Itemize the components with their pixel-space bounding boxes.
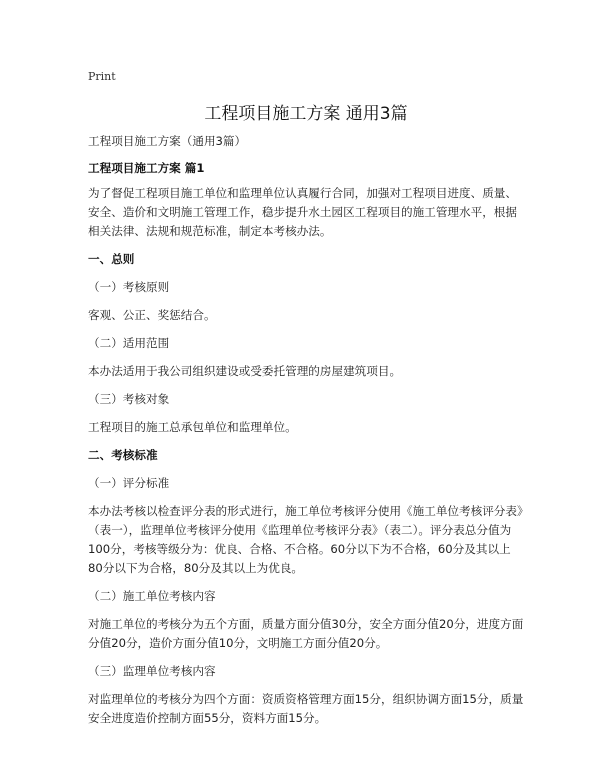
intro-paragraph: 为了督促工程项目施工单位和监理单位认真履行合同，加强对工程项目进度、质量、安全、造价和文明施工管理工作，稳步提升水土园区工程项目的施工管理水平，根据相关法律、法规和规范标准，制定本考核办法。	[88, 186, 517, 238]
print-link[interactable]: Print	[88, 70, 116, 83]
paragraph-supervisor: 对监理单位的考核分为四个方面：资质资格管理方面15分，组织协调方面15分，质量安全进度造价控制方面55分，资料方面15分。	[88, 692, 524, 725]
subheading-target: （三）考核对象	[88, 392, 170, 406]
paragraph-principle: 客观、公正、奖惩结合。	[88, 308, 216, 322]
paragraph-scope: 本办法适用于我公司组织建设或受委托管理的房屋建筑项目。	[88, 364, 402, 378]
section-heading-part1: 工程项目施工方案 篇1	[88, 161, 205, 175]
document-subtitle: 工程项目施工方案（通用3篇）	[88, 134, 247, 148]
document-body	[88, 132, 524, 728]
paragraph-contractor: 对施工单位的考核分为五个方面，质量方面分值30分，安全方面分值20分，进度方面分值20分，造价方面分值10分，文明施工方面分值20分。	[88, 617, 524, 650]
subheading-contractor: （二）施工单位考核内容	[88, 589, 216, 603]
subheading-scoring: （一）评分标准	[88, 476, 170, 490]
section-heading-standard: 二、考核标准	[88, 448, 158, 462]
section-heading-general: 一、总则	[88, 252, 135, 266]
paragraph-target: 工程项目的施工总承包单位和监理单位。	[88, 420, 297, 434]
subheading-principle: （一）考核原则	[88, 280, 170, 294]
document-title: 工程项目施工方案 通用3篇	[204, 104, 408, 124]
subheading-scope: （二）适用范围	[88, 336, 170, 350]
paragraph-scoring: 本办法考核以检查评分表的形式进行，施工单位考核评分使用《施工单位考核评分表》（表一），监理单位考核评分使用《监理单位考核评分表》（表二）。评分表总分值为100分，考核等级分为：优良、合格、不合格。60分以下为不合格，60分及其以上80分以下为合格，80分及其以上为优良。	[88, 504, 523, 575]
subheading-supervisor: （三）监理单位考核内容	[88, 664, 216, 678]
